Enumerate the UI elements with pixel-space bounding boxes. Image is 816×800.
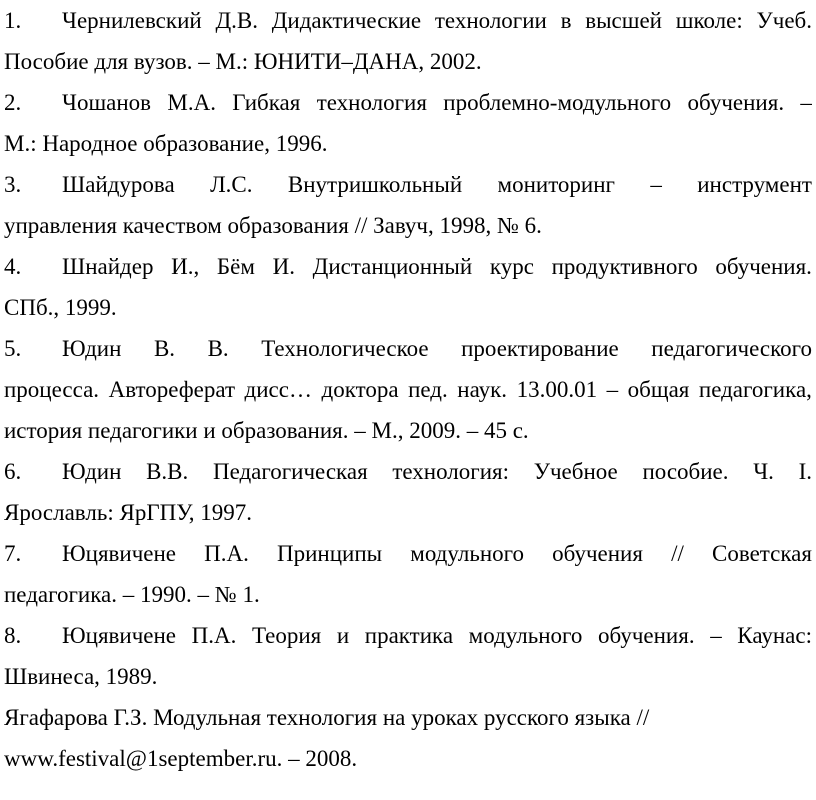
reference-word: обучения. (715, 254, 812, 279)
reference-word: Педагогическая (212, 459, 368, 484)
reference-word: // (671, 541, 684, 566)
reference-word: Технологическое (261, 336, 429, 361)
reference-word: – (650, 172, 662, 197)
reference-word: И. (272, 254, 295, 279)
reference-number: 8. (4, 623, 22, 648)
reference-word: Д.В. (215, 8, 258, 33)
reference-text (62, 0, 812, 41)
reference-word: М.А. (167, 90, 216, 115)
reference-continuation: М.: Народное образование, 1996. (4, 131, 328, 156)
reference-word: Шайдурова (62, 172, 175, 197)
reference-text (62, 451, 812, 492)
reference-word: Автореферат (108, 377, 236, 402)
reference-continuation: история педагогики и образования. – М., 2009. – 45 с. (4, 418, 529, 443)
reference-word: Гибкая (232, 90, 301, 115)
reference-item-1 (4, 0, 812, 82)
reference-word: П.А. (204, 541, 249, 566)
reference-text (62, 328, 812, 369)
reference-word: высшей (585, 8, 662, 33)
reference-word: инструмент (697, 172, 812, 197)
reference-item-6 (4, 451, 812, 533)
reference-item-5 (4, 328, 812, 451)
reference-word: наук. (457, 377, 508, 402)
reference-word: модульного (468, 623, 583, 648)
reference-word: В. (207, 336, 229, 361)
reference-word: общая (627, 377, 690, 402)
reference-text-line: Ягафарова Г.З. Модульная технология на уроках русского языка // (4, 705, 650, 730)
reference-word: проектирование (461, 336, 619, 361)
reference-text (62, 615, 812, 656)
reference-first-line (4, 246, 812, 287)
reference-text (62, 164, 812, 205)
reference-word: технология: (392, 459, 509, 484)
reference-word: обучения. (598, 623, 695, 648)
reference-first-line (4, 0, 812, 41)
reference-item-2 (4, 82, 812, 164)
reference-word: В.В. (146, 459, 189, 484)
reference-word: мониторинг (497, 172, 615, 197)
reference-word: Юцявичене (62, 541, 176, 566)
reference-word: пед. (408, 377, 448, 402)
reference-continuation: Пособие для вузов. – М.: ЮНИТИ–ДАНА, 2002. (4, 49, 482, 74)
reference-word: технологии (434, 8, 547, 33)
reference-word: Бём (216, 254, 255, 279)
reference-text (62, 533, 812, 574)
reference-continuation: Ярославль: ЯрГПУ, 1997. (4, 500, 253, 525)
reference-word: Чошанов (62, 90, 152, 115)
reference-number: 5. (4, 336, 22, 361)
reference-word: Юдин (62, 336, 122, 361)
reference-number: 7. (4, 541, 22, 566)
reference-word: пособие. (642, 459, 729, 484)
reference-word: Юцявичене (62, 623, 176, 648)
reference-first-line (4, 451, 812, 492)
reference-first-line (4, 615, 812, 656)
reference-word: Советская (712, 541, 812, 566)
reference-word: Принципы (277, 541, 383, 566)
reference-word: доктора (321, 377, 399, 402)
reference-word: В. (153, 336, 176, 361)
reference-continuation: педагогика. – 1990. – № 1. (4, 582, 260, 607)
reference-word: – (800, 90, 812, 115)
reference-word: дисс… (244, 377, 312, 402)
reference-word: курс (489, 254, 534, 279)
reference-word: модульного (410, 541, 524, 566)
reference-first-line (4, 82, 812, 123)
reference-number: 4. (4, 254, 22, 279)
reference-word: обучения. (687, 90, 785, 115)
reference-item-4 (4, 246, 812, 328)
reference-word: и (336, 623, 350, 648)
reference-continuation: управления качеством образования // Завуч, 1998, № 6. (4, 213, 542, 238)
reference-first-line (4, 164, 812, 205)
reference-word: Юдин (62, 459, 122, 484)
reference-continuation: СПб., 1999. (4, 295, 117, 320)
reference-continuation-justified (4, 369, 812, 410)
reference-word: П.А. (191, 623, 237, 648)
reference-word: проблемно-модульного (443, 90, 672, 115)
reference-word: Каунас: (737, 623, 812, 648)
reference-word: в (560, 8, 572, 33)
reference-word: Шнайдер (62, 254, 154, 279)
reference-word: Учебное (533, 459, 618, 484)
reference-word: Л.С. (210, 172, 253, 197)
reference-text (62, 246, 812, 287)
reference-number: 2. (4, 90, 22, 115)
reference-word: Дидактические (271, 8, 422, 33)
reference-number: 3. (4, 172, 22, 197)
reference-word: I. (798, 459, 812, 484)
reference-word: продуктивного (551, 254, 698, 279)
reference-text-line: www.festival@1september.ru. – 2008. (4, 746, 358, 771)
reference-word: обучения (552, 541, 643, 566)
reference-word: 13.00.01 (516, 377, 598, 402)
reference-word: Дистанционный (312, 254, 473, 279)
reference-word: – (710, 623, 722, 648)
reference-word: технология (316, 90, 427, 115)
reference-number: 6. (4, 459, 22, 484)
reference-text (62, 82, 812, 123)
reference-word: И., (171, 254, 200, 279)
reference-number: 1. (4, 8, 22, 33)
reference-word: Учеб. (756, 8, 812, 33)
reference-item-9 (4, 697, 812, 779)
reference-item-3 (4, 164, 812, 246)
reference-first-line (4, 533, 812, 574)
reference-text (4, 369, 812, 410)
reference-item-8 (4, 615, 812, 697)
reference-word: Чернилевский (62, 8, 202, 33)
reference-word: процесса. (4, 377, 100, 402)
reference-item-7 (4, 533, 812, 615)
reference-continuation: Швинеса, 1989. (4, 664, 158, 689)
reference-word: педагогика, (698, 377, 812, 402)
reference-word: практика (364, 623, 454, 648)
reference-word: педагогического (651, 336, 812, 361)
reference-word: Ч. (753, 459, 774, 484)
reference-first-line (4, 328, 812, 369)
reference-word: – (606, 377, 619, 402)
reference-word: школе: (675, 8, 743, 33)
reference-word: Теория (251, 623, 322, 648)
reference-word: Внутришкольный (287, 172, 463, 197)
